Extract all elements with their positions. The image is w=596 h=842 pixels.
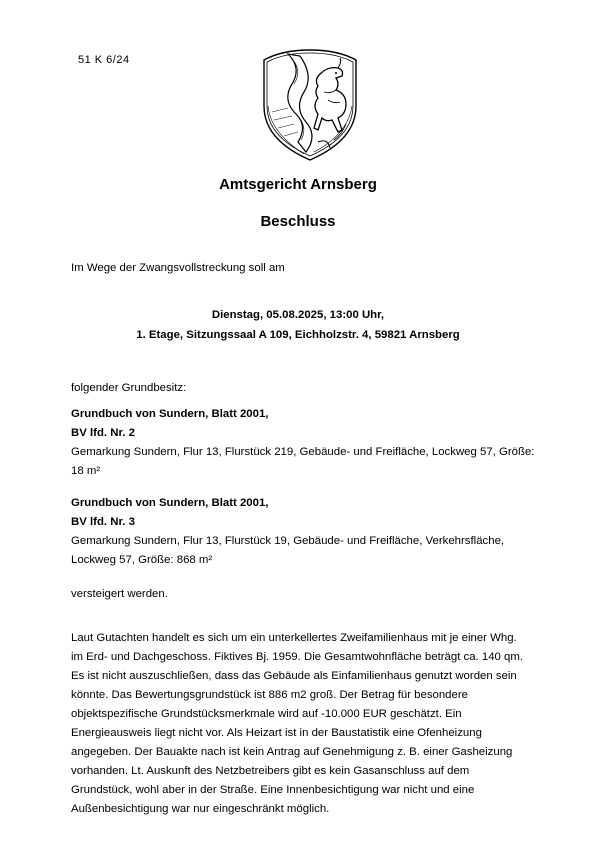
- parcel-description: Gemarkung Sundern, Flur 13, Flurstück 219, Gebäude- und Freifläche, Lockweg 57, Größe: 18 m²: [71, 446, 535, 477]
- inventory-number: BV lfd. Nr. 2: [71, 427, 135, 439]
- land-register: Grundbuch von Sundern, Blatt 2001,: [71, 497, 269, 509]
- court-name: Amtsgericht Arnsberg: [219, 176, 377, 193]
- document-type: Beschluss: [260, 213, 336, 230]
- closing-text: versteigert werden.: [71, 588, 168, 600]
- land-register: Grundbuch von Sundern, Blatt 2001,: [71, 408, 269, 420]
- inventory-number: BV lfd. Nr. 3: [71, 516, 135, 528]
- coat-of-arms-icon: [258, 44, 362, 164]
- property-entry-1: [71, 405, 541, 481]
- property-label: folgender Grundbesitz:: [71, 382, 187, 394]
- case-number: 51 K 6/24: [78, 54, 130, 66]
- auction-location: 1. Etage, Sitzungssaal A 109, Eichholzstr. 4, 59821 Arnsberg: [136, 329, 460, 341]
- intro-text: Im Wege der Zwangsvollstreckung soll am: [71, 262, 285, 274]
- property-entry-2: [71, 494, 541, 570]
- auction-date: Dienstag, 05.08.2025, 13:00 Uhr,: [211, 309, 385, 321]
- parcel-description: Gemarkung Sundern, Flur 13, Flurstück 19, Gebäude- und Freifläche, Verkehrsfläche, Lockweg 57, Größe: 868 m²: [71, 535, 505, 566]
- appraisal-paragraph: Laut Gutachten handelt es sich um ein unterkellertes Zweifamilienhaus mit je einer Whg. im Erd- und Dachgeschoss. Fiktives Bj. 1959. Die Gesamtwohnfläche beträgt ca. 140 qm. Es ist nicht auszuschließen, dass das Gebäude als Einfamilienhaus genutzt worden sein könnte. Das Bewertungsgrundstück ist 886 m2 groß. Der Betrag für besondere objektspezifische Grundstücksmerkmale wird auf -10.000 EUR geschätzt. Ein Energieausweis liegt nicht vor. Als Heizart ist in der Baustatistik eine Ofenheizung angegeben. Der Bauakte nach ist kein Antrag auf Genehmigung z. B. einer Gasheizung vorhanden. Lt. Auskunft des Netzbetreibers gibt es kein Gasanschluss auf dem Grundstück, wohl aber in der Straße. Eine Innenbesichtigung war nicht und eine Außenbesichtigung war nur eingeschränkt möglich.: [71, 632, 524, 815]
